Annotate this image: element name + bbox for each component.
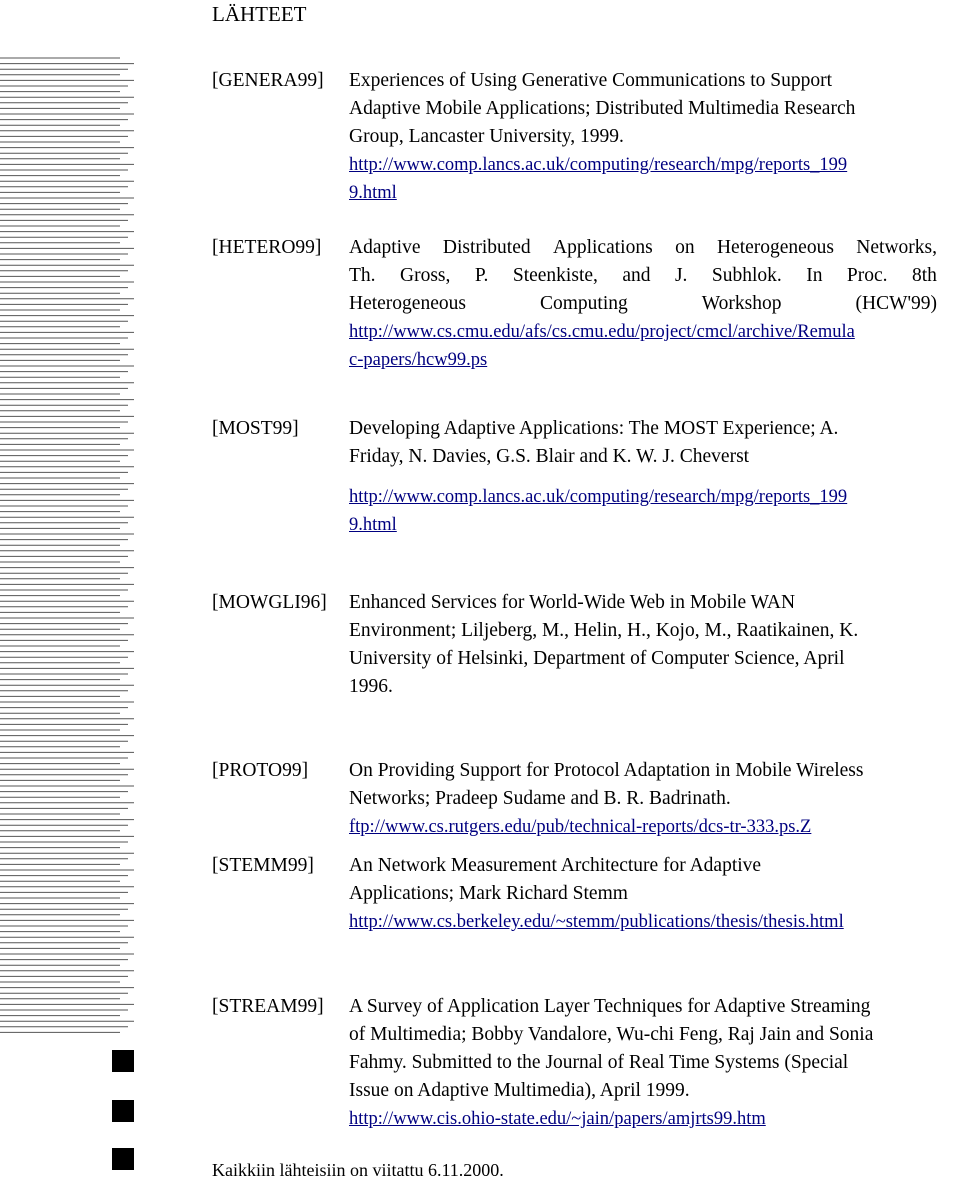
margin-line-pattern	[0, 56, 136, 1036]
ref-tag-stream99: [STREAM99]	[212, 996, 324, 1017]
ref-word: P.	[474, 265, 489, 286]
ref-line: Environment; Liljeberg, M., Helin, H., Kojo, M., Raatikainen, K.	[349, 620, 859, 641]
ref-word: Proc.	[846, 265, 888, 286]
ref-word: on	[675, 237, 695, 258]
ref-line: Issue on Adaptive Multimedia), April 1999.	[349, 1080, 690, 1101]
ref-tag-stemm99: [STEMM99]	[212, 855, 314, 876]
ref-line: Friday, N. Davies, G.S. Blair and K. W. J. Cheverst	[349, 446, 750, 467]
ref-line-justified	[349, 290, 937, 318]
ref-line: Group, Lancaster University, 1999.	[349, 126, 624, 147]
black-square-marker	[112, 1148, 134, 1170]
ref-link[interactable]: http://www.cs.cmu.edu/afs/cs.cmu.edu/project/cmcl/archive/Remula	[349, 322, 855, 342]
ref-word: 8th	[912, 265, 937, 286]
ref-line: University of Helsinki, Department of Computer Science, April	[349, 648, 845, 669]
black-square-marker	[112, 1050, 134, 1072]
ref-link[interactable]: http://www.cs.berkeley.edu/~stemm/publications/thesis/thesis.html	[349, 912, 844, 932]
ref-word: Networks,	[856, 237, 937, 258]
footer-note: Kaikkiin lähteisiin on viitattu 6.11.2000.	[212, 1160, 504, 1180]
ref-tag-hetero99: [HETERO99]	[212, 237, 322, 258]
black-square-marker	[112, 1100, 134, 1122]
ref-line: 1996.	[349, 676, 393, 697]
ref-line: A Survey of Application Layer Techniques for Adaptive Streaming	[349, 996, 871, 1017]
ref-word: Heterogeneous	[716, 237, 834, 258]
ref-line-justified	[349, 262, 937, 290]
ref-line: An Network Measurement Architecture for Adaptive	[349, 855, 762, 876]
ref-link[interactable]: http://www.comp.lancs.ac.uk/computing/research/mpg/reports_199	[349, 155, 848, 175]
ref-word: (HCW'99)	[855, 293, 937, 314]
ref-link[interactable]: c-papers/hcw99.ps	[349, 350, 488, 370]
ref-line: Developing Adaptive Applications: The MOST Experience; A.	[349, 418, 839, 439]
ref-link[interactable]: http://www.comp.lancs.ac.uk/computing/research/mpg/reports_199	[349, 487, 848, 507]
ref-line: of Multimedia; Bobby Vandalore, Wu-chi Feng, Raj Jain and Sonia	[349, 1024, 874, 1045]
ref-word: Workshop	[701, 293, 782, 314]
ref-tag-mowgli96: [MOWGLI96]	[212, 592, 327, 613]
ref-link[interactable]: ftp://www.cs.rutgers.edu/pub/technical-reports/dcs-tr-333.ps.Z	[349, 817, 812, 837]
ref-tag-most99: [MOST99]	[212, 418, 299, 439]
ref-tag-genera99: [GENERA99]	[212, 70, 324, 91]
ref-word: Applications	[553, 237, 653, 258]
ref-word: Adaptive	[349, 237, 421, 258]
ref-line: Applications; Mark Richard Stemm	[349, 883, 628, 904]
ref-word: Computing	[539, 293, 628, 314]
ref-word: and	[622, 265, 651, 286]
ref-link[interactable]: 9.html	[349, 515, 397, 535]
ref-line: Fahmy. Submitted to the Journal of Real Time Systems (Special	[349, 1052, 849, 1073]
ref-line: Adaptive Mobile Applications; Distributed Multimedia Research	[349, 98, 856, 119]
ref-tag-proto99: [PROTO99]	[212, 760, 309, 781]
page-title: LÄHTEET	[212, 2, 307, 26]
ref-word: Subhlok.	[711, 265, 782, 286]
ref-word: In	[806, 265, 823, 286]
ref-word: Steenkiste,	[512, 265, 598, 286]
ref-line: On Providing Support for Protocol Adaptation in Mobile Wireless	[349, 760, 864, 781]
ref-link[interactable]: http://www.cis.ohio-state.edu/~jain/papers/amjrts99.htm	[349, 1109, 766, 1129]
ref-word: Heterogeneous	[349, 293, 466, 314]
ref-link[interactable]: 9.html	[349, 183, 397, 203]
ref-word: Th.	[349, 265, 376, 286]
ref-word: J.	[674, 265, 688, 286]
ref-line: Networks; Pradeep Sudame and B. R. Badrinath.	[349, 788, 731, 809]
ref-word: Gross,	[400, 265, 451, 286]
ref-line: Enhanced Services for World-Wide Web in Mobile WAN	[349, 592, 796, 613]
ref-line-justified	[349, 234, 937, 262]
ref-word: Distributed	[442, 237, 531, 258]
ref-line: Experiences of Using Generative Communications to Support	[349, 70, 833, 91]
